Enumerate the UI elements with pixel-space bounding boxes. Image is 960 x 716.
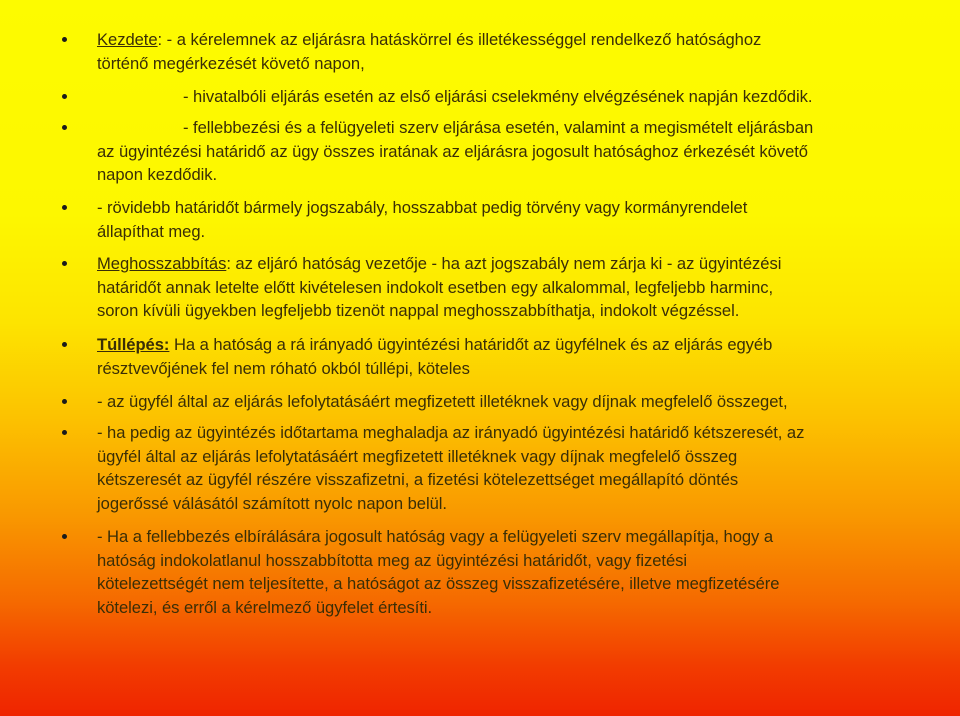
- bullet-line: ügyfél által az eljárás lefolytatásáért megfizetett illetéknek vagy díjnak megfelelő összeg: [97, 446, 738, 466]
- bullet-fellebbezes-elbiralas: [0, 525, 839, 619]
- bullet-dot: [62, 261, 67, 266]
- bullet-line: Kezdete: - a kérelemnek az eljárásra hatáskörrel és illetékességgel rendelkező hatósághoz: [97, 30, 762, 49]
- bullet-line: jogerőssé válásától számított nyolc napon belül.: [97, 493, 447, 513]
- bullet-hivatalboli: [0, 85, 872, 109]
- bullet-line: állapíthat meg.: [97, 221, 206, 241]
- bullet-line: Meghosszabbítás: az eljáró hatóság vezetője - ha azt jogszabály nem zárja ki - az ügyintézési: [97, 254, 782, 273]
- term-kezdete: Kezdete: [97, 30, 158, 49]
- bullet-line: - az ügyfél által az eljárás lefolytatásáért megfizetett illetéknek vagy díjnak megfelelő összeget,: [97, 392, 788, 411]
- bullet-kezdete: [0, 28, 821, 75]
- bullet-dot: [62, 342, 67, 347]
- bullet-fellebbezesi: [0, 116, 873, 187]
- bullet-line: az ügyintézési határidő az ügy összes iratának az eljárásra jogosult hatósághoz érkezését követő: [97, 141, 808, 161]
- term-tullepes: Túllépés:: [97, 335, 170, 354]
- bullet-dot: [62, 399, 67, 404]
- bullet-dot: [62, 205, 67, 210]
- bullet-line: napon kezdődik.: [97, 165, 218, 185]
- bullet-line: hatóság indokolatlanul hosszabbította meg az ügyintézési határidőt, vagy fizetési: [97, 550, 688, 570]
- bullet-line: - rövidebb határidőt bármely jogszabály, hosszabbat pedig törvény vagy kormányrendelet: [97, 198, 748, 217]
- bullet-dot: [62, 37, 67, 42]
- bullet-line: kötelezettségét nem teljesítette, a hatóságot az összeg visszafizetésére, illetve megfizetésére: [97, 574, 780, 594]
- bullet-illetek: [0, 390, 848, 414]
- bullet-tullepes: [0, 333, 832, 380]
- bullet-dot: [62, 125, 67, 130]
- bullet-rovidebb: [0, 196, 807, 243]
- bullet-line: résztvevőjének fel nem róható okból túllépi, köteles: [97, 358, 470, 378]
- bullet-line: kötelezi, és erről a kérelmező ügyfelet értesíti.: [97, 597, 433, 617]
- term-meghosszabbitas: Meghosszabbítás: [97, 254, 227, 273]
- bullet-line: történő megérkezését követő napon,: [97, 53, 365, 73]
- bullet-line: - hivatalbóli eljárás esetén az első eljárási cselekmény elvégzésének napján kezdődik.: [183, 87, 813, 106]
- bullet-line: kétszeresét az ügyfél részére visszafizetni, a fizetési kötelezettséget megállapító döntés: [97, 470, 739, 490]
- bullet-line: - Ha a fellebbezés elbírálására jogosult hatóság vagy a felügyeleti szerv megállapítja, hogy a: [97, 527, 774, 546]
- bullet-line: soron kívüli ügyekben legfeljebb tizenöt nappal meghosszabbíthatja, indokolt végzéssel.: [97, 301, 740, 321]
- bullet-meghosszabbitas: [0, 252, 841, 323]
- bullet-dot: [62, 430, 67, 435]
- bullet-line: Túllépés: Ha a hatóság a rá irányadó ügyintézési határidőt az ügyfélnek és az eljárás egyéb: [97, 335, 773, 354]
- bullet-line: - ha pedig az ügyintézés időtartama meghaladja az irányadó ügyintézési határidő kétszeresét, az: [97, 423, 805, 442]
- bullet-dot: [62, 94, 67, 99]
- bullet-dot: [62, 534, 67, 539]
- bullet-line: határidőt annak letelte előtt kivételesen indokolt esetben egy alkalommal, legfeljebb harminc,: [97, 277, 774, 297]
- bullet-ketszeres: [0, 421, 864, 515]
- bullet-line: - fellebbezési és a felügyeleti szerv eljárása esetén, valamint a megismételt eljárásban: [183, 118, 814, 137]
